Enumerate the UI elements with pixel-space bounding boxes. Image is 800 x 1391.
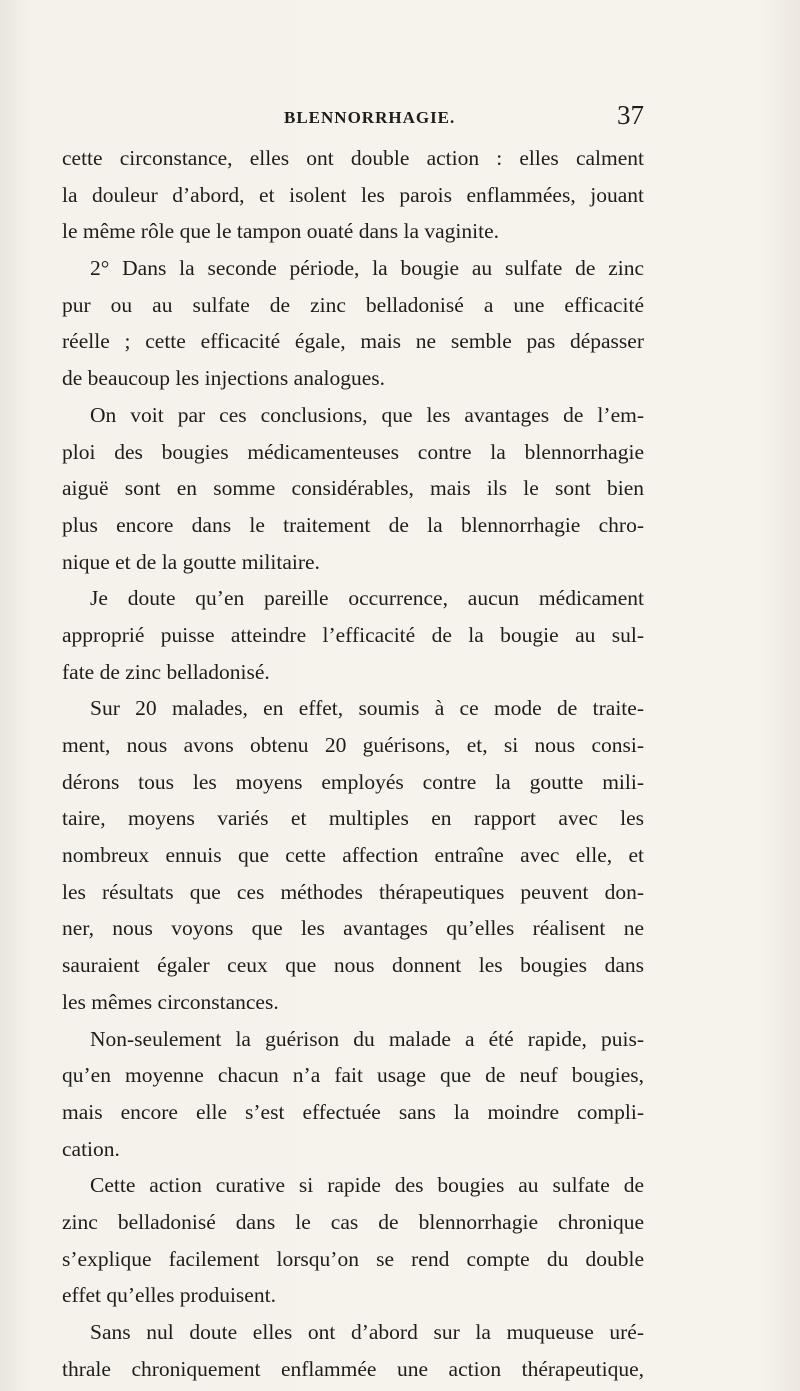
text-line: le même rôle que le tampon ouaté dans la vaginite. — [62, 219, 500, 244]
text-line: Sans nul doute elles ont d’abord sur la muqueuse uré- — [90, 1320, 644, 1344]
text-line: plus encore dans le traitement de la blennorrhagie chro- — [62, 512, 644, 537]
text-line: sauraient égaler ceux que nous donnent les bougies dans — [62, 953, 644, 978]
text-line: les résultats que ces méthodes thérapeutiques peuvent don- — [62, 879, 644, 904]
text-line: Non-seulement la guérison du malade a été rapide, puis- — [90, 1026, 644, 1051]
text-line: ner, nous voyons que les avantages qu’elles réalisent ne — [62, 916, 644, 941]
text-line: nique et de la goutte militaire. — [62, 549, 320, 574]
text-line: approprié puisse atteindre l’efficacité de la bougie au sul- — [62, 622, 644, 647]
text-line: dérons tous les moyens employés contre la goutte mili- — [62, 769, 644, 794]
text-line: thrale chroniquement enflammée une action thérapeutique, — [62, 1356, 644, 1381]
text-line: aiguë sont en somme considérables, mais ils le sont bien — [62, 476, 644, 501]
text-line: les mêmes circonstances. — [62, 989, 279, 1014]
text-line: Sur 20 malades, en effet, soumis à ce mode de traite- — [90, 696, 644, 721]
text-line: la douleur d’abord, et isolent les parois enflammées, jouant — [62, 182, 644, 207]
text-line: Je doute qu’en pareille occurrence, aucun médicament — [90, 586, 644, 611]
text-line: pur ou au sulfate de zinc belladonisé a une efficacité — [62, 292, 644, 317]
text-line: Cette action curative si rapide des bougies au sulfate de — [90, 1173, 644, 1198]
text-line: taire, moyens variés et multiples en rapport avec les — [62, 806, 644, 831]
text-line: qu’en moyenne chacun n’a fait usage que de neuf bougies, — [62, 1063, 644, 1088]
text-line: mais encore elle s’est effectuée sans la moindre compli- — [62, 1099, 644, 1124]
text-line: zinc belladonisé dans le cas de blennorrhagie chronique — [62, 1209, 644, 1234]
text-line: ploi des bougies médicamenteuses contre la blennorrhagie — [62, 439, 644, 464]
page-header — [62, 100, 644, 136]
page-number: 37 — [617, 100, 644, 130]
text-line: de beaucoup les injections analogues. — [62, 366, 385, 391]
text-line: ment, nous avons obtenu 20 guérisons, et, si nous consi- — [62, 733, 644, 757]
text-line: 2° Dans la seconde période, la bougie au sulfate de zinc — [90, 256, 644, 281]
text-line: cation. — [62, 1136, 120, 1161]
text-line: nombreux ennuis que cette affection entraîne avec elle, et — [62, 843, 644, 868]
text-line: fate de zinc belladonisé. — [62, 659, 270, 684]
body-text — [62, 140, 644, 1387]
text-line: cette circonstance, elles ont double action : elles calment — [62, 146, 644, 170]
text-line: réelle ; cette efficacité égale, mais ne semble pas dépasser — [62, 329, 644, 354]
text-line: On voit par ces conclusions, que les avantages de l’em- — [90, 402, 644, 427]
text-line: effet qu’elles produisent. — [62, 1283, 276, 1308]
running-title: BLENNORRHAGIE. — [284, 108, 456, 127]
text-line: s’explique facilement lorsqu’on se rend compte du double — [62, 1246, 644, 1271]
